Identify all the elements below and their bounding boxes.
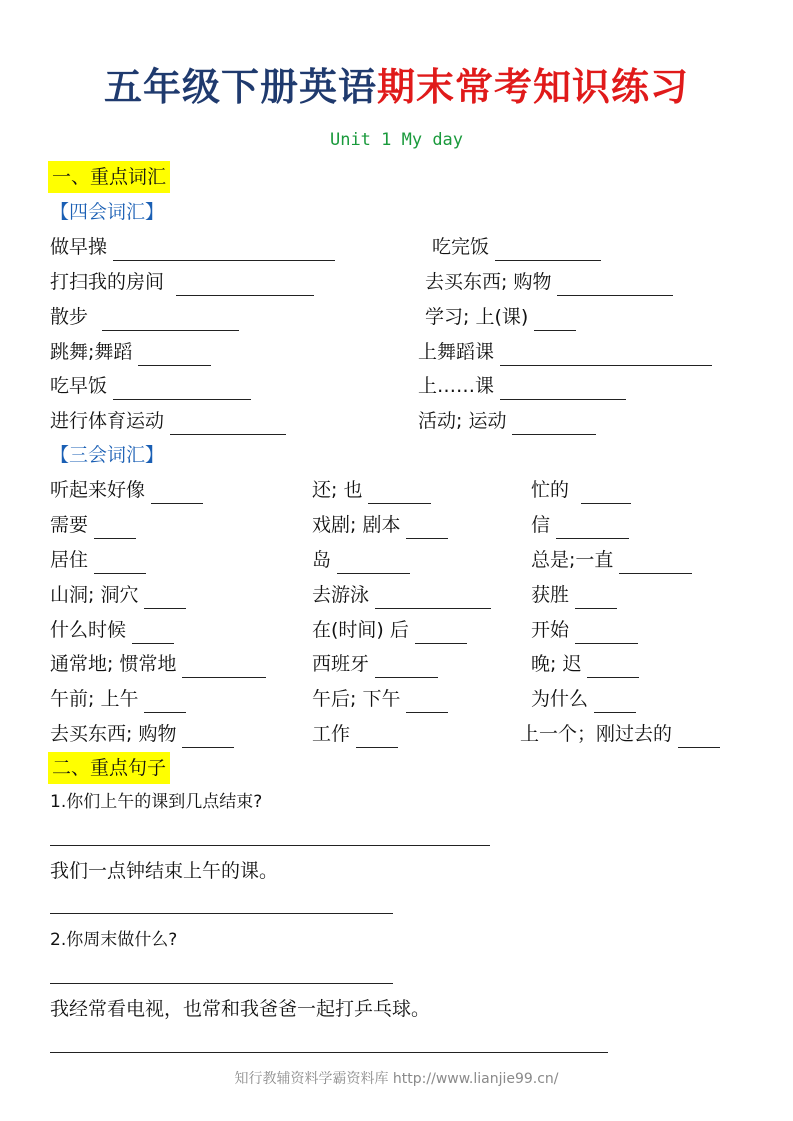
vocab-label: 吃早饭 <box>50 375 108 397</box>
vocab-label: 需要 <box>50 514 89 536</box>
vocab-label: 通常地; 惯常地 <box>50 653 177 675</box>
vocab-item <box>531 476 631 504</box>
vocab-item <box>531 511 629 539</box>
vocab-label: 工作 <box>312 723 351 745</box>
answer-blank[interactable] <box>575 588 617 609</box>
answer-blank[interactable] <box>619 553 692 574</box>
vocab-item <box>50 650 266 678</box>
vocab-item <box>418 338 712 366</box>
vocab-label: 在(时间) 后 <box>312 619 409 641</box>
answer-blank[interactable] <box>581 483 631 504</box>
answer-blank[interactable] <box>594 692 636 713</box>
section-sentences-heading: 二、重点句子 <box>48 752 170 784</box>
answer-blank[interactable] <box>144 588 186 609</box>
vocab-item <box>312 476 431 504</box>
three-skill-heading: 【三会词汇】 <box>50 444 165 466</box>
vocab-item <box>531 650 639 678</box>
vocab-label: 散步 <box>50 306 89 328</box>
vocab-label: 西班牙 <box>312 653 370 675</box>
vocab-label: 上……课 <box>418 375 495 397</box>
vocab-item <box>312 685 448 713</box>
page-title <box>0 62 793 112</box>
vocab-item <box>418 407 596 435</box>
vocab-label: 活动; 运动 <box>418 410 507 432</box>
answer-blank[interactable] <box>500 379 626 400</box>
vocab-label: 午前; 上午 <box>50 688 139 710</box>
vocab-item <box>50 372 251 400</box>
vocab-label: 山洞; 洞穴 <box>50 584 139 606</box>
vocab-label: 戏剧; 剧本 <box>312 514 401 536</box>
answer-blank[interactable] <box>337 553 410 574</box>
answer-blank[interactable] <box>182 657 266 678</box>
vocab-item <box>531 616 638 644</box>
question-1: 1.你们上午的课到几点结束? <box>50 792 263 812</box>
answer-blank[interactable] <box>113 379 251 400</box>
title-part2: 期末常考知识练习 <box>377 65 690 109</box>
question-2: 2.你周末做什么? <box>50 930 178 950</box>
vocab-item <box>425 303 576 331</box>
vocab-label: 获胜 <box>531 584 570 606</box>
vocab-label: 去买东西; 购物 <box>50 723 177 745</box>
answer-blank[interactable] <box>556 518 629 539</box>
vocab-label: 岛 <box>312 549 332 571</box>
answer-blank[interactable] <box>534 310 576 331</box>
answer-blank[interactable] <box>94 518 136 539</box>
vocab-item <box>50 685 186 713</box>
vocab-label: 去游泳 <box>312 584 370 606</box>
answer-line-1[interactable] <box>50 845 490 846</box>
answer-blank[interactable] <box>113 240 335 261</box>
vocab-item <box>312 720 398 748</box>
answer-blank[interactable] <box>678 727 720 748</box>
vocab-item <box>50 338 211 366</box>
vocab-label: 上舞蹈课 <box>418 341 495 363</box>
vocab-item <box>312 650 438 678</box>
vocab-label: 进行体育运动 <box>50 410 165 432</box>
vocab-label: 吃完饭 <box>432 236 490 258</box>
vocab-item <box>50 303 239 331</box>
vocab-item <box>520 720 720 748</box>
vocab-item <box>312 616 467 644</box>
unit-title: Unit 1 My day <box>329 130 464 150</box>
vocab-label: 晚; 迟 <box>531 653 582 675</box>
vocab-label: 开始 <box>531 619 570 641</box>
vocab-item <box>50 407 286 435</box>
answer-blank[interactable] <box>368 483 431 504</box>
vocab-label: 打扫我的房间 <box>50 271 165 293</box>
answer-blank[interactable] <box>415 623 467 644</box>
vocab-label: 做早操 <box>50 236 108 258</box>
four-skill-heading: 【四会词汇】 <box>50 201 165 223</box>
vocab-item <box>531 581 617 609</box>
vocab-label: 为什么 <box>531 688 589 710</box>
answer-line-3[interactable] <box>50 983 393 984</box>
answer-blank[interactable] <box>176 275 314 296</box>
vocab-label: 总是;一直 <box>531 549 614 571</box>
footer-watermark: 知行教辅资料学霸资料库 http://www.lianjie99.cn/ <box>234 1071 559 1087</box>
vocab-label: 听起来好像 <box>50 479 146 501</box>
answer-blank[interactable] <box>406 692 448 713</box>
answer-blank[interactable] <box>587 657 639 678</box>
answer-blank[interactable] <box>144 692 186 713</box>
answer-blank[interactable] <box>138 345 211 366</box>
vocab-item <box>50 268 314 296</box>
vocab-item <box>50 233 335 261</box>
vocab-item <box>50 581 186 609</box>
answer-blank[interactable] <box>151 483 203 504</box>
title-part1: 五年级下册英语 <box>103 65 377 109</box>
vocab-item <box>312 546 410 574</box>
vocab-item <box>425 268 673 296</box>
answer-blank[interactable] <box>575 623 638 644</box>
vocab-item <box>418 372 626 400</box>
answer-blank[interactable] <box>132 623 174 644</box>
section-vocabulary-heading: 一、重点词汇 <box>48 161 170 193</box>
answer-blank[interactable] <box>170 414 286 435</box>
vocab-item <box>531 685 636 713</box>
vocab-item <box>312 511 448 539</box>
vocab-item <box>432 233 601 261</box>
answer-blank[interactable] <box>182 727 234 748</box>
vocab-item <box>50 616 174 644</box>
answer-blank[interactable] <box>512 414 596 435</box>
vocab-label: 上一个；刚过去的 <box>520 723 673 745</box>
answer-blank[interactable] <box>500 345 712 366</box>
vocab-item <box>531 546 692 574</box>
answer-blank[interactable] <box>102 310 239 331</box>
vocab-label: 午后; 下午 <box>312 688 401 710</box>
vocab-item <box>50 511 136 539</box>
answer-blank[interactable] <box>495 240 601 261</box>
answer-blank[interactable] <box>356 727 398 748</box>
answer-blank[interactable] <box>375 657 438 678</box>
vocab-label: 居住 <box>50 549 89 571</box>
vocab-item <box>50 476 203 504</box>
answer-line-4[interactable] <box>50 1052 608 1053</box>
vocab-item <box>312 581 491 609</box>
answer-blank[interactable] <box>375 588 491 609</box>
answer-blank[interactable] <box>94 553 146 574</box>
vocab-label: 信 <box>531 514 551 536</box>
vocab-label: 跳舞;舞蹈 <box>50 341 133 363</box>
vocab-label: 忙的 <box>531 479 570 501</box>
answer-line-2[interactable] <box>50 913 393 914</box>
vocab-label: 去买东西; 购物 <box>425 271 552 293</box>
answer-blank[interactable] <box>557 275 673 296</box>
vocab-label: 什么时候 <box>50 619 127 641</box>
vocab-label: 学习; 上(课) <box>425 306 529 328</box>
vocab-label: 还; 也 <box>312 479 363 501</box>
answer-blank[interactable] <box>406 518 448 539</box>
vocab-item <box>50 720 234 748</box>
sentence-1: 我们一点钟结束上午的课。 <box>50 860 279 882</box>
vocab-item <box>50 546 146 574</box>
sentence-2: 我经常看电视，也常和我爸爸一起打乒乓球。 <box>50 998 431 1020</box>
